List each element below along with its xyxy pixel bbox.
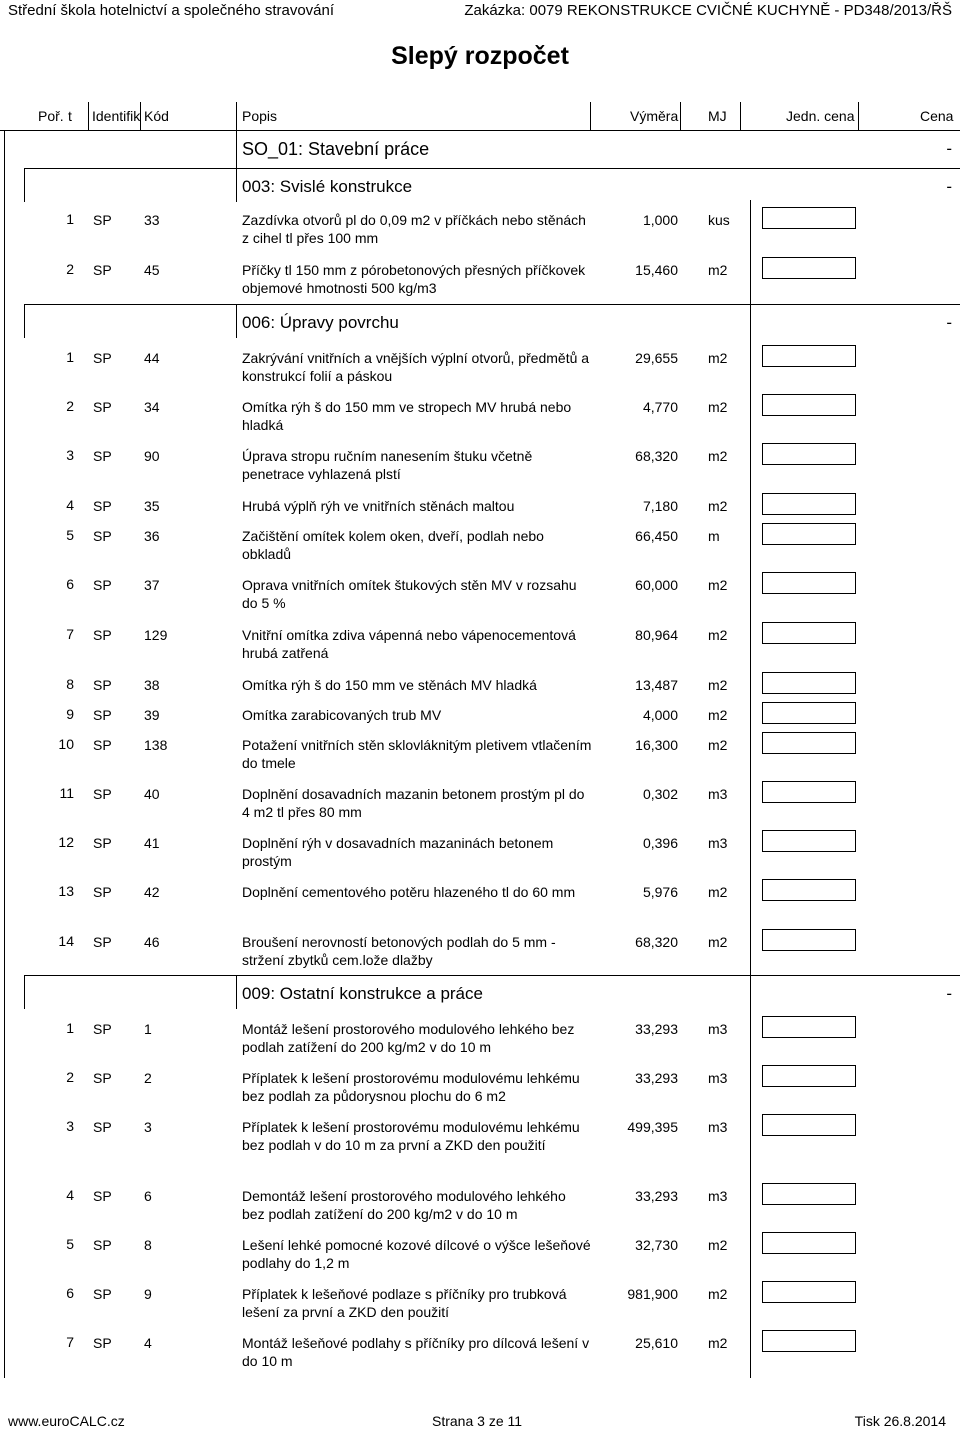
row-unit: kus — [708, 212, 730, 228]
row-unit: m2 — [708, 627, 728, 643]
row-type: SP — [93, 1021, 112, 1037]
row-quantity: 33,293 — [635, 1021, 678, 1037]
row-unit-price-cell — [762, 1281, 856, 1303]
row-description: Zakrývání vnitřních a vnějších výplní otvorů, předmětů a konstrukcí folií a páskou — [242, 350, 590, 384]
row-unit-price-cell — [762, 879, 856, 901]
col-ident: Identifik — [92, 108, 141, 124]
row-number: 6 — [66, 1285, 74, 1301]
so-dash: - — [946, 139, 952, 158]
section-rule — [24, 975, 960, 976]
row-code: 46 — [144, 934, 160, 950]
row-unit: m2 — [708, 448, 728, 464]
col-cena: Cena — [920, 108, 954, 124]
row-number: 1 — [66, 349, 74, 365]
section-divider — [236, 975, 237, 1009]
row-description: Demontáž lešení prostorového modulového lehkého bez podlah zatížení do 200 kg/m2 v do 10 m — [242, 1188, 566, 1222]
row-unit: m3 — [708, 835, 728, 851]
col-jcena: Jedn. cena — [786, 108, 855, 124]
row-quantity: 66,450 — [635, 528, 678, 544]
row-quantity: 16,300 — [635, 737, 678, 753]
section-rule — [24, 168, 960, 169]
row-number: 2 — [66, 1069, 74, 1085]
row-unit: m — [708, 528, 720, 544]
row-description: Příplatek k lešení prostorovému modulovému lehkému bez podlah za půdorysnou plochu do 6 m2 — [242, 1070, 580, 1104]
row-unit: m2 — [708, 934, 728, 950]
row-description: Hrubá výplň rýh ve vnitřních stěnách maltou — [242, 498, 515, 514]
row-unit-price-cell — [762, 622, 856, 644]
header-col-divider — [680, 102, 681, 130]
row-unit-price-cell — [762, 394, 856, 416]
row-description: Omítka rýh š do 150 mm ve stěnách MV hladká — [242, 677, 537, 693]
row-unit: m2 — [708, 498, 728, 514]
row-unit-price-cell — [762, 929, 856, 951]
section-title: 006: Úpravy povrchu — [242, 313, 399, 332]
row-type: SP — [93, 737, 112, 753]
row-description: Příplatek k lešení prostorovému modulovému lehkému bez podlah v do 10 m za první a ZKD den použití — [242, 1119, 580, 1153]
row-unit: m2 — [708, 707, 728, 723]
row-quantity: 33,293 — [635, 1188, 678, 1204]
row-unit-price-cell — [762, 830, 856, 852]
row-quantity: 981,900 — [627, 1286, 678, 1302]
row-code: 3 — [144, 1119, 152, 1135]
row-code: 44 — [144, 350, 160, 366]
row-unit-price-cell — [762, 1114, 856, 1136]
row-number: 2 — [66, 398, 74, 414]
row-type: SP — [93, 577, 112, 593]
row-unit-price-cell — [762, 523, 856, 545]
row-description: Doplnění rýh v dosavadních mazaninách betonem prostým — [242, 835, 554, 869]
row-code: 40 — [144, 786, 160, 802]
row-description: Vnitřní omítka zdiva vápenná nebo vápenocementová hrubá zatřená — [242, 627, 576, 661]
row-unit-price-cell — [762, 443, 856, 465]
row-type: SP — [93, 707, 112, 723]
row-quantity: 7,180 — [642, 498, 678, 514]
row-number: 12 — [58, 834, 74, 850]
header-col-divider — [590, 102, 591, 130]
header-col-divider — [858, 102, 859, 130]
row-unit: m2 — [708, 262, 728, 278]
row-unit-price-cell — [762, 257, 856, 279]
row-unit: m2 — [708, 399, 728, 415]
row-code: 8 — [144, 1237, 152, 1253]
order-info: Zakázka: 0079 REKONSTRUKCE CVIČNÉ KUCHYNĚ - PD348/2013/ŘŠ — [464, 2, 952, 19]
section-dash: - — [946, 177, 952, 196]
row-number: 11 — [59, 785, 74, 801]
left-border — [4, 130, 5, 1378]
header-col-divider — [140, 102, 141, 130]
row-type: SP — [93, 934, 112, 950]
row-type: SP — [93, 350, 112, 366]
row-number: 5 — [66, 527, 74, 543]
row-description: Montáž lešení prostorového modulového lehkého bez podlah zatížení do 200 kg/m2 v do 10 m — [242, 1021, 575, 1055]
row-quantity: 68,320 — [635, 934, 678, 950]
row-description: Začištění omítek kolem oken, dveří, podlah nebo obkladů — [242, 528, 544, 562]
row-number: 14 — [58, 933, 74, 949]
row-code: 6 — [144, 1188, 152, 1204]
row-number: 1 — [66, 211, 74, 227]
row-unit-price-cell — [762, 207, 856, 229]
row-quantity: 4,000 — [642, 707, 678, 723]
col-mj: MJ — [708, 108, 727, 124]
row-number: 4 — [66, 1187, 74, 1203]
row-unit-price-cell — [762, 493, 856, 515]
row-type: SP — [93, 528, 112, 544]
col-vymera: Výměra — [630, 108, 679, 124]
section-divider — [236, 168, 237, 202]
row-unit: m2 — [708, 350, 728, 366]
row-description: Doplnění dosavadních mazanin betonem prostým pl do 4 m2 tl přes 80 mm — [242, 786, 585, 820]
row-unit-price-cell — [762, 345, 856, 367]
row-type: SP — [93, 262, 112, 278]
section-rule — [24, 304, 960, 305]
col-kod: Kód — [144, 108, 169, 124]
row-code: 36 — [144, 528, 160, 544]
header-col-divider — [740, 102, 741, 130]
row-unit: m2 — [708, 1237, 728, 1253]
row-code: 42 — [144, 884, 160, 900]
row-type: SP — [93, 212, 112, 228]
row-type: SP — [93, 884, 112, 900]
row-number: 7 — [66, 1334, 74, 1350]
row-unit: m2 — [708, 1335, 728, 1351]
row-unit-price-cell — [762, 1065, 856, 1087]
row-code: 129 — [144, 627, 168, 643]
row-quantity: 25,610 — [635, 1335, 678, 1351]
row-code: 4 — [144, 1335, 152, 1351]
row-description: Příčky tl 150 mm z pórobetonových přesných příčkovek objemové hmotnosti 500 kg/m3 — [242, 262, 586, 296]
row-type: SP — [93, 835, 112, 851]
section-dash: - — [946, 313, 952, 332]
row-number: 3 — [66, 1118, 74, 1134]
row-type: SP — [93, 1237, 112, 1253]
row-number: 8 — [66, 676, 74, 692]
row-quantity: 4,770 — [642, 399, 678, 415]
row-quantity: 68,320 — [635, 448, 678, 464]
price-col-divider — [750, 200, 751, 1378]
row-quantity: 60,000 — [635, 577, 678, 593]
row-description: Omítka rýh š do 150 mm ve stropech MV hrubá nebo hladká — [242, 399, 572, 433]
row-quantity: 15,460 — [635, 262, 678, 278]
row-type: SP — [93, 786, 112, 802]
row-number: 13 — [58, 883, 74, 899]
header-col-divider — [236, 102, 237, 130]
row-type: SP — [93, 1286, 112, 1302]
col-por: Poř. — [38, 108, 64, 124]
row-type: SP — [93, 498, 112, 514]
row-number: 6 — [66, 576, 74, 592]
row-number: 10 — [58, 736, 74, 752]
row-type: SP — [93, 1070, 112, 1086]
row-description: Příplatek k lešeňové podlaze s příčníky pro trubková lešení za první a ZKD den použití — [242, 1286, 567, 1320]
row-quantity: 5,976 — [642, 884, 678, 900]
header-col-divider — [88, 102, 89, 130]
row-code: 33 — [144, 212, 160, 228]
so-divider — [236, 130, 237, 168]
row-type: SP — [93, 677, 112, 693]
row-unit: m2 — [708, 884, 728, 900]
section-left-divider — [24, 304, 25, 338]
row-type: SP — [93, 1119, 112, 1135]
row-code: 34 — [144, 399, 160, 415]
row-quantity: 1,000 — [642, 212, 678, 228]
row-type: SP — [93, 1188, 112, 1204]
row-description: Lešení lehké pomocné kozové dílcové o výšce lešeňové podlahy do 1,2 m — [242, 1237, 591, 1271]
row-unit-price-cell — [762, 1016, 856, 1038]
row-number: 9 — [66, 706, 74, 722]
row-unit-price-cell — [762, 702, 856, 724]
row-code: 38 — [144, 677, 160, 693]
row-unit: m3 — [708, 1188, 728, 1204]
row-unit: m2 — [708, 677, 728, 693]
section-divider — [236, 304, 237, 338]
row-code: 1 — [144, 1021, 152, 1037]
column-header — [0, 102, 960, 131]
row-code: 39 — [144, 707, 160, 723]
row-unit-price-cell — [762, 732, 856, 754]
row-unit-price-cell — [762, 781, 856, 803]
row-code: 138 — [144, 737, 168, 753]
col-popis: Popis — [242, 108, 278, 124]
row-unit: m2 — [708, 1286, 728, 1302]
row-description: Oprava vnitřních omítek štukových stěn MV v rozsahu do 5 % — [242, 577, 577, 611]
row-code: 90 — [144, 448, 160, 464]
row-description: Doplnění cementového potěru hlazeného tl do 60 mm — [242, 884, 576, 900]
row-quantity: 0,302 — [642, 786, 678, 802]
row-unit-price-cell — [762, 1330, 856, 1352]
row-code: 37 — [144, 577, 160, 593]
document-title: Slepý rozpočet — [391, 42, 569, 70]
row-unit-price-cell — [762, 1232, 856, 1254]
so-title: SO_01: Stavební práce — [242, 139, 430, 159]
row-unit: m3 — [708, 1119, 728, 1135]
row-quantity: 80,964 — [635, 627, 678, 643]
row-description: Úprava stropu ručním nanesením štuku včetně penetrace vyhlazená plstí — [242, 448, 533, 482]
row-code: 45 — [144, 262, 160, 278]
row-quantity: 13,487 — [635, 677, 678, 693]
row-code: 41 — [144, 835, 160, 851]
row-unit-price-cell — [762, 672, 856, 694]
row-description: Zazdívka otvorů pl do 0,09 m2 v příčkách nebo stěnách z cihel tl přes 100 mm — [242, 212, 586, 246]
row-number: 2 — [66, 261, 74, 277]
row-unit: m3 — [708, 1021, 728, 1037]
row-code: 35 — [144, 498, 160, 514]
section-title: 009: Ostatní konstrukce a práce — [242, 984, 483, 1003]
row-description: Broušení nerovností betonových podlah do 5 mm - stržení zbytků cem.lože dlažby — [242, 934, 556, 968]
row-unit: m2 — [708, 737, 728, 753]
section-title: 003: Svislé konstrukce — [242, 177, 413, 196]
row-quantity: 29,655 — [635, 350, 678, 366]
row-number: 7 — [66, 626, 74, 642]
row-description: Montáž lešeňové podlahy s příčníky pro dílcová lešení v do 10 m — [242, 1335, 590, 1369]
row-description: Omítka zarabicovaných trub MV — [242, 707, 442, 723]
section-left-divider — [24, 975, 25, 1009]
row-description: Potažení vnitřních stěn sklovláknitým pletivem vtlačením do tmele — [242, 737, 592, 771]
row-number: 5 — [66, 1236, 74, 1252]
row-unit: m3 — [708, 1070, 728, 1086]
row-number: 1 — [66, 1020, 74, 1036]
row-number: 3 — [66, 447, 74, 463]
row-quantity: 499,395 — [627, 1119, 678, 1135]
footer-page: Strana 3 ze 11 — [432, 1413, 523, 1429]
row-unit: m3 — [708, 786, 728, 802]
row-code: 2 — [144, 1070, 152, 1086]
row-quantity: 0,396 — [642, 835, 678, 851]
footer-print: Tisk 26.8.2014 — [854, 1413, 946, 1429]
row-type: SP — [93, 399, 112, 415]
row-type: SP — [93, 448, 112, 464]
section-left-divider — [24, 168, 25, 202]
row-code: 9 — [144, 1286, 152, 1302]
row-unit-price-cell — [762, 572, 856, 594]
section-dash: - — [946, 984, 952, 1003]
row-number: 4 — [66, 497, 74, 513]
row-type: SP — [93, 627, 112, 643]
row-type: SP — [93, 1335, 112, 1351]
so-rule — [236, 130, 960, 131]
col-t: t — [68, 108, 72, 124]
school-name: Střední škola hotelnictví a společného stravování — [8, 2, 335, 19]
row-quantity: 33,293 — [635, 1070, 678, 1086]
row-quantity: 32,730 — [635, 1237, 678, 1253]
row-unit-price-cell — [762, 1183, 856, 1205]
row-unit: m2 — [708, 577, 728, 593]
footer-site: www.euroCALC.cz — [8, 1413, 125, 1429]
